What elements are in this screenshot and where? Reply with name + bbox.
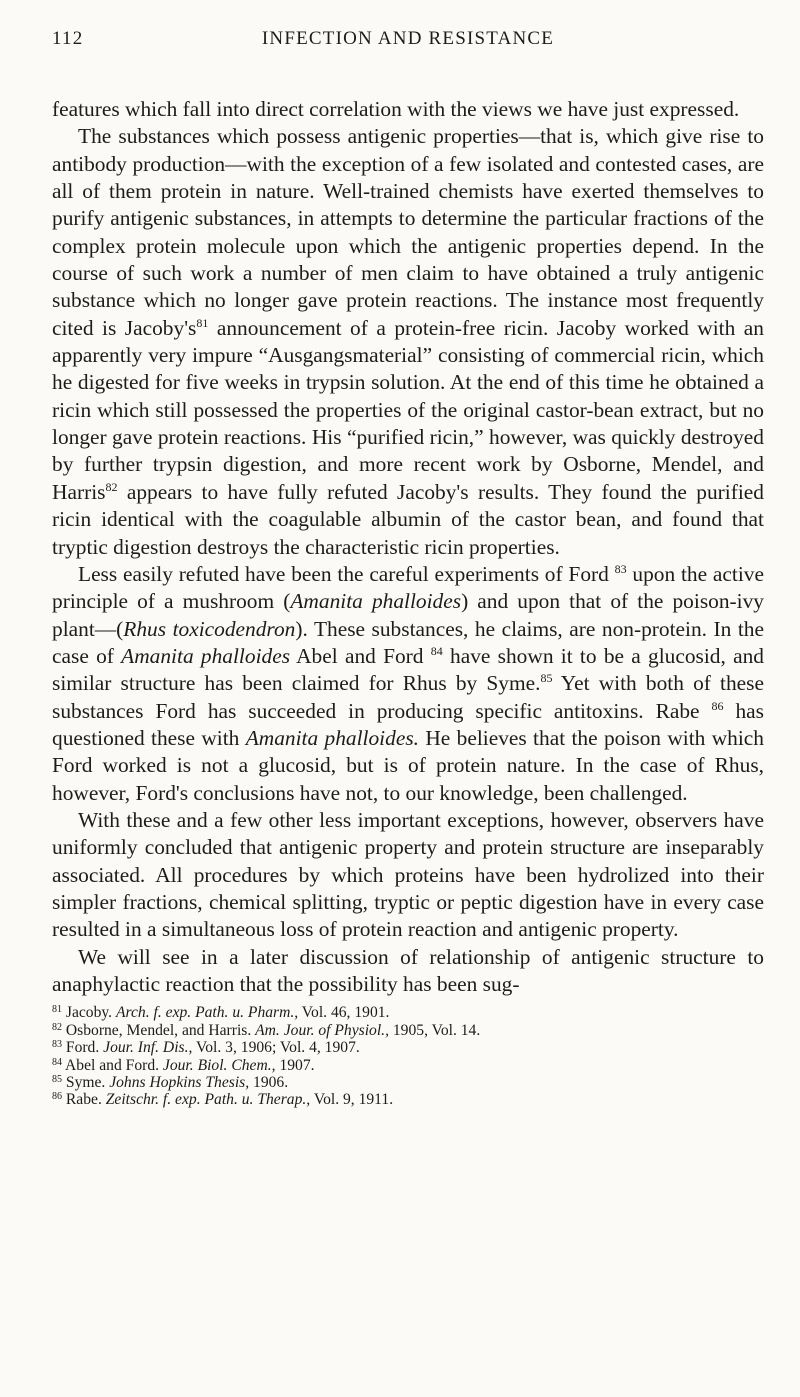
footnote-ref: 82 — [105, 479, 118, 494]
text-run: Abel and Ford — [290, 643, 431, 668]
text-run: ). These substances, he claims, are non-protein. In the case of — [52, 616, 764, 668]
italic-text: Am. Jour. of Physiol., — [255, 1021, 389, 1039]
footnotes — [52, 1004, 764, 1108]
text-run: Less easily refuted have been the careful experiments of Ford — [78, 561, 615, 586]
text-run: 1906. — [249, 1073, 289, 1091]
footnote-ref: 85 — [52, 1073, 62, 1085]
text-run: features which fall into direct correlation with the views we have just expressed. — [52, 97, 740, 121]
italic-text: Zeitschr. f. exp. Path. u. Therap., — [105, 1091, 311, 1109]
footnote-ref: 82 — [52, 1021, 62, 1033]
text-run: Ford. — [62, 1039, 104, 1057]
italic-text: Rhus toxicodendron — [123, 616, 296, 641]
body-text — [52, 96, 764, 998]
paragraph — [52, 944, 764, 999]
text-run: Vol. 46, 1901. — [298, 1004, 390, 1022]
footnote-ref: 81 — [52, 1004, 62, 1016]
text-run: 1905, Vol. 14. — [388, 1021, 481, 1039]
footnote — [52, 1039, 764, 1056]
text-run: Vol. 3, 1906; Vol. 4, 1907. — [192, 1039, 360, 1057]
footnote — [52, 1057, 764, 1074]
text-run: ) and upon that of the poison-ivy plant—( — [52, 589, 764, 641]
text-run: With these and a few other less important exceptions, however, observers have uniformly concluded that antigenic property and protein structure are inseparably associated. All procedures by which proteins have been hydrolized into their simpler fractions, chemical splitting, tryptic or peptic digestion have in every case resulted in a simultaneous loss of protein reaction and antigenic property. — [52, 807, 764, 942]
text-run: has questioned these with — [52, 698, 764, 750]
text-run: announcement of a protein-free ricin. Jacoby worked with an apparently very impure “Ausgangsmaterial” consisting of commercial ricin, which he digested for five weeks in trypsin solution. At the end of this time he obtained a ricin which still possessed the properties of the original castor-bean extract, but no longer gave protein reactions. His “purified ricin,” however, was quickly destroyed by further trypsin digestion, and more recent work by Osborne, Mendel, and Harris — [52, 315, 764, 504]
footnote — [52, 1091, 764, 1108]
footnote-ref: 81 — [196, 315, 209, 330]
text-run: 1907. — [275, 1056, 315, 1074]
italic-text: Amanita phalloides — [121, 643, 291, 668]
text-run: Syme. — [62, 1073, 110, 1091]
running-title: INFECTION AND RESISTANCE — [261, 28, 555, 49]
text-run: Jacoby. — [62, 1004, 116, 1022]
book-page — [52, 28, 764, 1109]
footnote-ref: 85 — [540, 671, 553, 686]
page-number: 112 — [52, 28, 84, 49]
italic-text: Jour. Inf. Dis., — [103, 1039, 193, 1057]
text-run: Abel and Ford. — [62, 1056, 163, 1074]
footnote — [52, 1004, 764, 1021]
footnote-ref: 84 — [52, 1056, 62, 1068]
footnote — [52, 1074, 764, 1091]
paragraph — [52, 807, 764, 944]
italic-text: Johns Hopkins Thesis, — [109, 1073, 250, 1091]
footnote-ref: 86 — [711, 698, 724, 713]
text-run: He believes that the poison with which Ford worked is not a glucosid, but is of protein nature. In the case of Rhus, however, Ford's conclusions have not, to our knowledge, been challenged. — [52, 725, 764, 805]
text-run: have shown it to be a glucosid, and similar structure has been claimed for Rhus by Syme. — [52, 643, 764, 696]
text-run: Rabe. — [62, 1091, 106, 1109]
italic-text: Arch. f. exp. Path. u. Pharm., — [115, 1004, 299, 1022]
footnote-ref: 83 — [614, 561, 627, 576]
italic-text: Amanita phalloides — [290, 589, 462, 614]
italic-text: Amanita phalloides. — [245, 725, 419, 750]
italic-text: Jour. Biol. Chem., — [162, 1056, 276, 1074]
footnote-ref: 84 — [430, 643, 443, 658]
text-run: upon the active principle of a mushroom ( — [52, 561, 764, 614]
paragraph — [52, 96, 764, 123]
text-run: Osborne, Mendel, and Harris. — [62, 1021, 256, 1039]
paragraph — [52, 561, 764, 807]
text-run: We will see in a later discussion of relationship of antigenic structure to anaphylactic reaction that the possibility has been sug- — [52, 944, 764, 996]
footnote-ref: 86 — [52, 1091, 62, 1103]
footnote-ref: 83 — [52, 1039, 62, 1051]
text-run: appears to have fully refuted Jacoby's results. They found the purified ricin identical with the coagulable albumin of the castor bean, and found that tryptic digestion destroys the characteristic ricin properties. — [52, 479, 764, 559]
text-run: Yet with both of these substances Ford has succeeded in producing specific antitoxins. Rabe — [52, 671, 764, 723]
footnote — [52, 1022, 764, 1039]
text-run: The substances which possess antigenic properties—that is, which give rise to antibody production—with the exception of a few isolated and contested cases, are all of them protein in nature. Well-trained chemists have exerted themselves to purify antigenic substances, in attempts to determine the particular fractions of the complex protein molecule upon which the antigenic properties depend. In the course of such work a number of men claim to have obtained a truly antigenic substance which no longer gave protein reactions. The instance most frequently cited is Jacoby's — [52, 124, 764, 340]
page-header — [52, 28, 764, 62]
paragraph — [52, 123, 764, 561]
text-run: Vol. 9, 1911. — [310, 1091, 394, 1109]
